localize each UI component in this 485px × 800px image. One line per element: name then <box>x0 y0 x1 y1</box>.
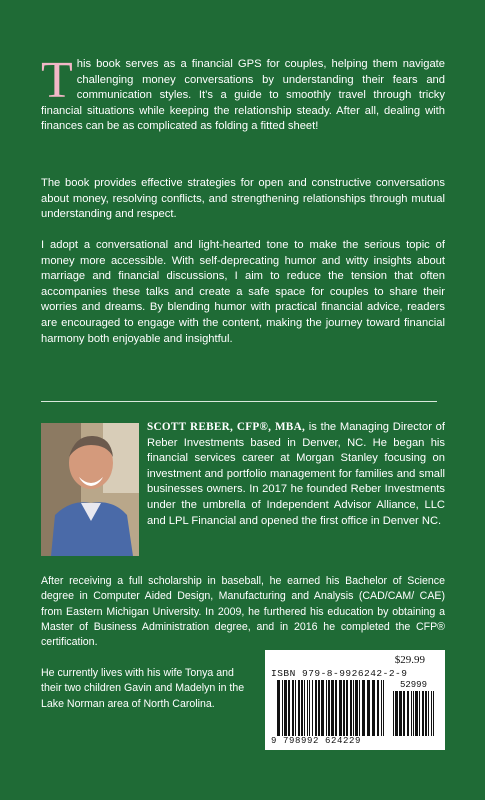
author-name: SCOTT REBER, CFP®, MBA, <box>147 421 306 433</box>
barcode-bar <box>362 680 365 736</box>
barcode-bar <box>359 680 360 736</box>
barcode-bar <box>315 680 317 736</box>
author-bio-2: After receiving a full scholarship in baseball, he earned his Bachelor of Science degree in Computer Aided Design, Manufacturing and Analysis (CAD/CAM/ CAE) from Eastern Michigan University. In 2009, he furthered his education by obtaining a Master of Business Administration degree, and in 2016 he completed the CFP® certification. <box>41 575 445 649</box>
barcode-bar <box>321 680 324 736</box>
intro-paragraph-2: The book provides effective strategies for open and constructive conversations about money, resolving conflicts, and strengthening relationships through mutual understanding and respect. <box>41 177 445 221</box>
barcode-bar <box>425 691 427 736</box>
barcode-bar <box>355 680 358 736</box>
barcode-bar <box>377 680 379 736</box>
barcode-bar <box>399 691 402 736</box>
barcode-bar <box>335 680 337 736</box>
barcode-bar <box>288 680 290 736</box>
barcode-bar <box>350 680 352 736</box>
author-bio-1 <box>147 420 445 529</box>
barcode-bar <box>393 691 394 736</box>
barcode-bar <box>383 680 384 736</box>
barcode-bar <box>331 680 334 736</box>
barcode-bar <box>353 680 354 736</box>
barcode-bar <box>419 691 420 736</box>
isbn-label: ISBN 979-8-9926242-2-9 <box>271 668 408 679</box>
barcode-bar <box>318 680 320 736</box>
addon-barcode <box>393 691 437 736</box>
author-photo-illustration <box>41 423 139 556</box>
barcode-bar <box>411 691 412 736</box>
isbn-barcode-box <box>265 650 445 750</box>
barcode-bar <box>307 680 308 736</box>
barcode-bar <box>284 680 287 736</box>
barcode-bar <box>413 691 414 736</box>
section-divider <box>41 401 437 402</box>
barcode-bar <box>433 691 434 736</box>
barcode-bar <box>431 691 432 736</box>
barcode-bar <box>339 680 342 736</box>
barcode-bar <box>298 680 300 736</box>
addon-number: 52999 <box>399 680 427 690</box>
drop-cap: T <box>41 52 73 109</box>
intro-paragraph-1 <box>41 52 445 135</box>
barcode-bar <box>415 691 418 736</box>
barcode-bar <box>343 680 345 736</box>
intro-paragraph-3: I adopt a conversational and light-hearted tone to make the serious topic of money more accessible. With self-deprecating humor and witty insights about marriage and financial discussions, I aim to reduce the tension that often accompanies these talks and create a safe space for couples to share their worries and dreams. By blending humor with practical financial advice, readers are encouraged to engage with the content, making the journey toward financial harmony both enjoyable and insightful. <box>41 239 445 345</box>
barcode-bar <box>304 680 305 736</box>
barcode-bar <box>309 680 310 736</box>
barcode-bar <box>428 691 429 736</box>
barcode-bar <box>295 680 296 736</box>
barcode-bar <box>326 680 327 736</box>
barcode-bar <box>403 691 405 736</box>
barcode-bar <box>301 680 303 736</box>
barcode-bar <box>346 680 348 736</box>
author-bio-1-text: is the Managing Director of Reber Investments based in Denver, NC. He began his financial services career at Morgan Stanley focusing on investment and portfolio management for families and small businesses owners. In 2017 he founded Reber Investments under the umbrella of Independent Advisor Alliance, LLC and LPL Financial and opened the first office in Denver NC. <box>147 421 445 527</box>
author-photo <box>41 423 139 556</box>
barcode-bar <box>282 680 283 736</box>
intro-paragraph-1-text: his book serves as a financial GPS for couples, helping them navigate challenging money conversations by understanding their fears and communication styles. It’s a guide to smoothly travel through tricky financial situations while keeping the relationship steady. After all, dealing with finances can be as complicated as folding a fitted sheet! <box>41 58 445 133</box>
barcode-bar <box>407 691 409 736</box>
barcode-bar <box>328 680 330 736</box>
barcode-bar <box>381 680 382 736</box>
barcode-bar <box>367 680 370 736</box>
barcode-bar <box>395 691 398 736</box>
barcode-bar <box>277 680 280 736</box>
barcode-bar <box>292 680 294 736</box>
barcode-bar <box>372 680 375 736</box>
author-bio-3: He currently lives with his wife Tonya and their two children Gavin and Madelyn in the Lake Norman area of North Carolina. <box>41 667 245 710</box>
ean-number: 9 798992 624229 <box>271 736 362 746</box>
barcode-bar <box>422 691 424 736</box>
ean-barcode <box>277 680 385 736</box>
price-label: $29.99 <box>394 654 425 666</box>
barcode-bar <box>312 680 313 736</box>
